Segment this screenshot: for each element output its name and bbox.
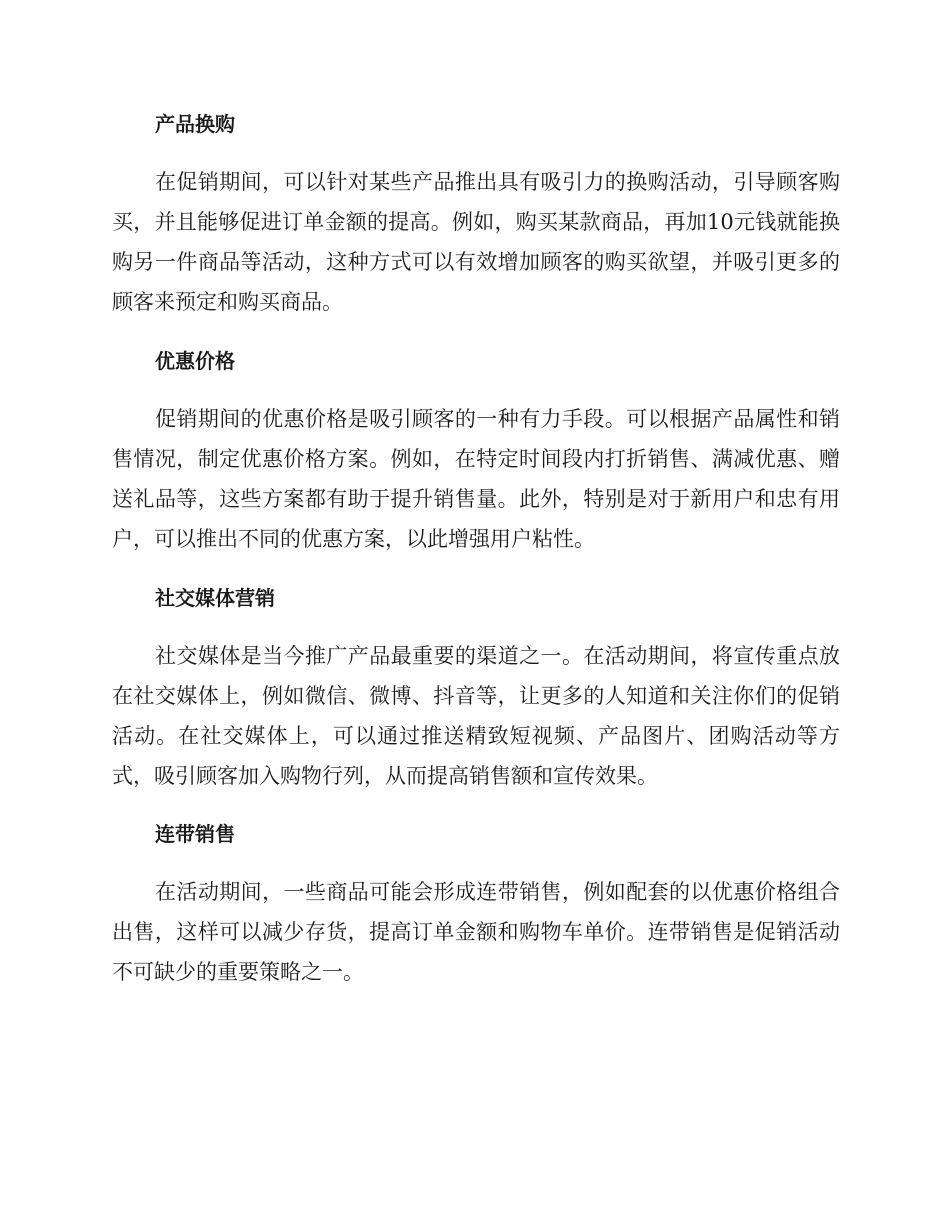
section-heading: 连带销售 (155, 822, 235, 846)
section-paragraph: 在活动期间，一些商品可能会形成连带销售，例如配套的以优惠价格组合出售，这样可以减少存货，提高订单金额和购物车单价。连带销售是促销活动不可缺少的重要策略之一。 (112, 880, 840, 984)
section-paragraph: 社交媒体是当今推广产品最重要的渠道之一。在活动期间，将宣传重点放在社交媒体上，例如微信、微博、抖音等，让更多的人知道和关注你们的促销活动。在社交媒体上，可以通过推送精致短视频、产品图片、团购活动等方式，吸引顾客加入购物行列，从而提高销售额和宣传效果。 (112, 644, 840, 788)
section-paragraph: 在促销期间，可以针对某些产品推出具有吸引力的换购活动，引导顾客购买，并且能够促进订单金额的提高。例如，购买某款商品，再加10元钱就能换购另一件商品等活动，这种方式可以有效增加顾客的购买欲望，并吸引更多的顾客来预定和购买商品。 (112, 170, 840, 314)
section-paragraph: 促销期间的优惠价格是吸引顾客的一种有力手段。可以根据产品属性和销售情况，制定优惠价格方案。例如，在特定时间段内打折销售、满减优惠、赠送礼品等，这些方案都有助于提升销售量。此外，特别是对于新用户和忠有用户，可以推出不同的优惠方案，以此增强用户粘性。 (112, 407, 840, 551)
section-heading: 产品换购 (155, 112, 235, 136)
section-heading: 优惠价格 (155, 349, 235, 373)
section-heading: 社交媒体营销 (155, 586, 275, 610)
